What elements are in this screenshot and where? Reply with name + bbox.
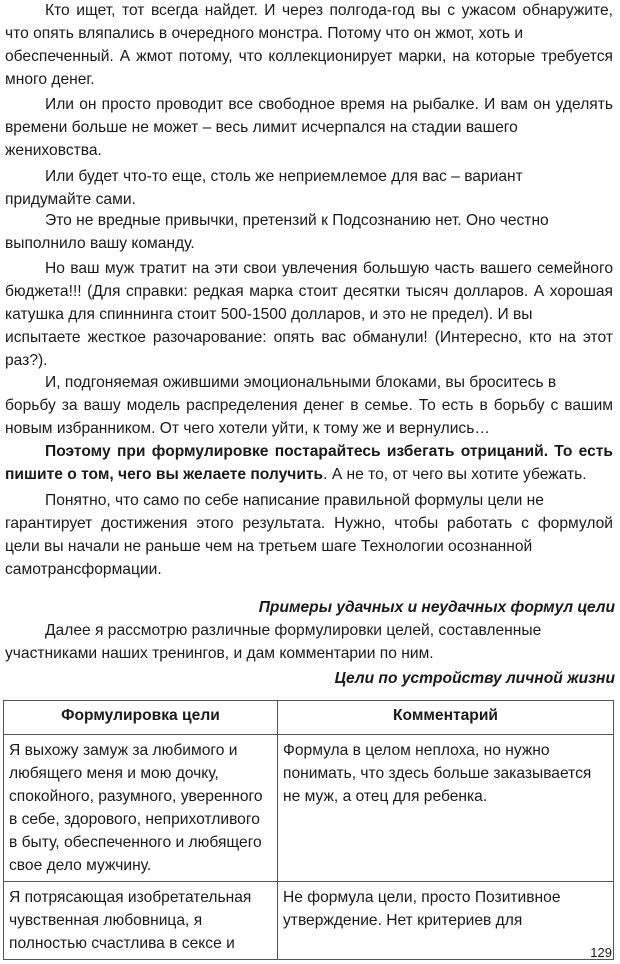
table-cell: Я потрясающая изобретательная чувственная любовница, я полностью счастлива в сексе и bbox=[4, 882, 278, 960]
text-line: выполнило вашу команду. bbox=[5, 235, 195, 252]
paragraph-3 bbox=[5, 165, 613, 211]
paragraph-4 bbox=[5, 209, 613, 255]
table-cell: Формула в целом неплоха, но нужно понимать, что здесь больше заказывается не муж, а отец для ребенка. bbox=[278, 735, 614, 882]
section-heading: Примеры удачных и неудачных формул цели bbox=[258, 599, 615, 616]
intro-paragraph bbox=[5, 619, 613, 665]
text-line: Понятно, что само по себе написание правильной формулы цели не bbox=[45, 492, 544, 509]
text-line: Или он просто проводит все свободное время на рыбалке. И вам он уделять bbox=[45, 96, 613, 113]
page-number: 129 bbox=[590, 945, 612, 960]
text: . А не то, от чего вы хотите убежать. bbox=[323, 466, 587, 483]
text-line: придумайте сами. bbox=[5, 191, 136, 208]
text-line: Это не вредные привычки, претензий к Подсознанию нет. Оно честно bbox=[45, 212, 549, 229]
column-header: Формулировка цели bbox=[4, 701, 278, 735]
text-line: Кто ищет, тот всегда найдет. И через полгода-год вы с ужасом обнаружите, bbox=[45, 2, 613, 19]
text-line: новым избранником. От чего хотели уйти, к тому же и вернулись… bbox=[5, 420, 490, 437]
text-line: Или будет что-то еще, столь же неприемлемое для вас – вариант bbox=[45, 168, 523, 185]
text-line: гарантирует достижения этого результата. Нужно, чтобы работать с формулой bbox=[5, 515, 613, 532]
text-line: участниками наших тренингов, и дам комментарии по ним. bbox=[5, 645, 434, 662]
table-row bbox=[4, 735, 614, 882]
text-line: бюджета!!! (Для справки: редкая марка стоит десятки тысяч долларов. А хорошая bbox=[5, 283, 613, 300]
paragraph-1 bbox=[5, 0, 613, 91]
table-row bbox=[4, 882, 614, 960]
text-line: Но ваш муж тратит на эти свои увлечения большую часть вашего семейного bbox=[45, 260, 613, 277]
text-line bbox=[5, 440, 613, 463]
text-line: катушка для спиннинга стоит 500-1500 долларов, и это не предел). И вы bbox=[5, 306, 533, 323]
paragraph-7-emphasis bbox=[5, 440, 613, 486]
text-line: много денег. bbox=[5, 71, 95, 88]
text-line: борьбу за вашу модель распределения денег в семье. То есть в борьбу с вашим bbox=[5, 397, 613, 414]
paragraph-2 bbox=[5, 93, 613, 162]
subsection-heading: Цели по устройству личной жизни bbox=[334, 670, 615, 687]
paragraph-5 bbox=[5, 257, 613, 372]
bold-text: Поэтому при формулировке постарайтесь избегать отрицаний. То есть bbox=[45, 443, 613, 460]
text-line: что опять вляпались в очередного монстра. Потому что он жмот, хоть и bbox=[5, 25, 524, 42]
text-line bbox=[5, 463, 613, 486]
text-line: цели вы начали не раньше чем на третьем шаге Технологии осознанной bbox=[5, 538, 533, 555]
text-line: обеспеченный. А жмот потому, что коллекционирует марки, на которые требуется bbox=[5, 48, 613, 65]
text-line: испытаете жесткое разочарование: опять вас обманули! (Интересно, кто на этот bbox=[5, 329, 613, 346]
text-line: Далее я рассмотрю различные формулировки целей, составленные bbox=[45, 622, 542, 639]
text-line: раз?). bbox=[5, 352, 48, 369]
text-line: времени больше не может – весь лимит исчерпался на стадии вашего bbox=[5, 119, 518, 136]
paragraph-8 bbox=[5, 489, 613, 581]
table-cell: Я выхожу замуж за любимого и любящего меня и мою дочку, спокойного, разумного, уверенного в себе, здорового, неприхотливого в быту, обеспеченного и любящего свое дело мужчину. bbox=[4, 735, 278, 882]
table-header-row bbox=[4, 701, 614, 735]
column-header: Комментарий bbox=[278, 701, 614, 735]
table-cell: Не формула цели, просто Позитивное утверждение. Нет критериев для bbox=[278, 882, 614, 960]
bold-text: пишите о том, чего вы желаете получить bbox=[5, 466, 324, 483]
text-line: жениховства. bbox=[5, 142, 102, 159]
text-line: самотрансформации. bbox=[5, 561, 162, 578]
text-line: И, подгоняемая ожившими эмоциональными блоками, вы броситесь в bbox=[45, 374, 557, 391]
paragraph-6 bbox=[5, 371, 613, 440]
goals-table bbox=[3, 700, 614, 960]
